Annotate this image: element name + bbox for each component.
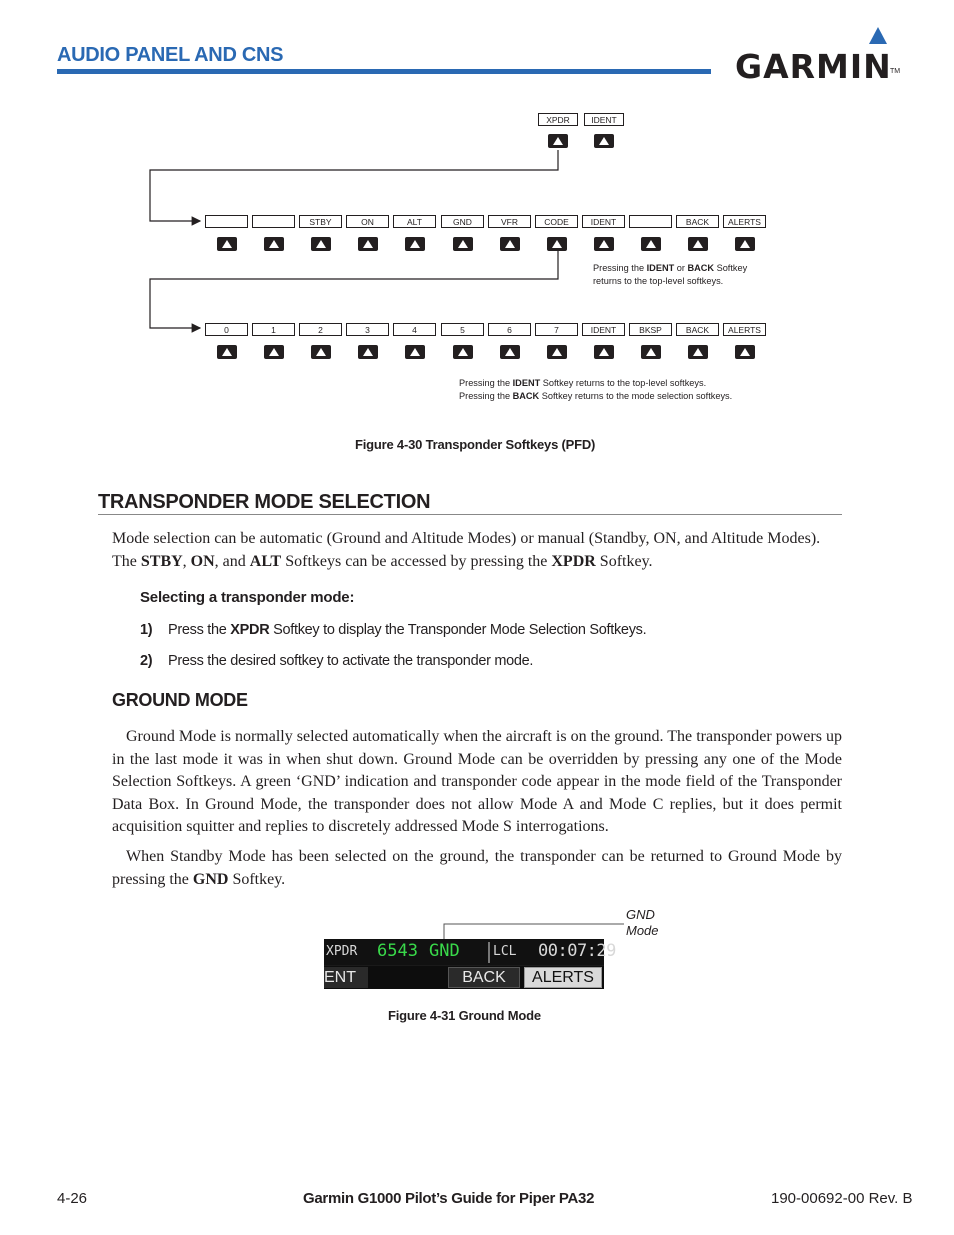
mode-softkey-button-1: [217, 237, 237, 251]
code-softkey-label-1: 0: [205, 323, 248, 336]
code-softkey-button-12: [735, 345, 755, 359]
mode-softkey-button-2: [264, 237, 284, 251]
softkey-ent: ENT: [324, 967, 368, 988]
figure-31-caption: Figure 4-31 Ground Mode: [388, 1008, 541, 1023]
xpdr-label: XPDR: [326, 944, 358, 959]
mode-softkey-label-1: [205, 215, 248, 228]
softkey-back: BACK: [448, 967, 520, 988]
procedure-step-1-text: Press the XPDR Softkey to display the Transponder Mode Selection Softkeys.: [168, 622, 647, 638]
code-softkey-button-10: [641, 345, 661, 359]
code-softkey-label-10: BKSP: [629, 323, 672, 336]
code-softkey-label-12: ALERTS: [723, 323, 766, 336]
note-ident-code: Pressing the IDENT Softkey returns to the top-level softkeys.: [459, 378, 707, 388]
code-softkey-label-6: 5: [441, 323, 484, 336]
top-softkey-label-1: XPDR: [538, 113, 578, 126]
mode-softkey-label-4: ON: [346, 215, 389, 228]
section-header: AUDIO PANEL AND CNS: [57, 44, 284, 66]
garmin-logo: GARMIN: [735, 47, 892, 86]
note-ident-back-mode: Pressing the IDENT or BACK Softkey returns to the top-level softkeys.: [593, 263, 748, 286]
transponder-data-box-screenshot: [324, 939, 616, 989]
mode-softkey-label-5: ALT: [393, 215, 436, 228]
figure-30-caption: Figure 4-30 Transponder Softkeys (PFD): [355, 437, 596, 452]
local-time: 00:07:29: [538, 941, 616, 961]
procedure-title: Selecting a transponder mode:: [140, 589, 355, 606]
procedure-step-1: 1): [140, 622, 153, 638]
mode-softkey-label-2: [252, 215, 295, 228]
procedure-step-2: 2): [140, 653, 153, 669]
code-softkey-button-5: [405, 345, 425, 359]
mode-softkey-label-3: STBY: [299, 215, 342, 228]
mode-softkey-label-8: CODE: [535, 215, 578, 228]
note-back-code: Pressing the BACK Softkey returns to the mode selection softkeys.: [459, 391, 733, 401]
code-softkey-button-2: [264, 345, 284, 359]
code-softkey-label-9: IDENT: [582, 323, 625, 336]
mode-softkey-button-8: [547, 237, 567, 251]
code-softkey-button-7: [500, 345, 520, 359]
procedure-step-2-text: Press the desired softkey to activate the transponder mode.: [168, 653, 534, 669]
section-title-rule: [98, 514, 842, 515]
header-rule: [57, 69, 711, 74]
code-softkey-button-1: [217, 345, 237, 359]
top-softkey-button-1: [548, 134, 568, 148]
mode-softkey-button-10: [641, 237, 661, 251]
code-softkey-label-11: BACK: [676, 323, 719, 336]
code-softkey-label-4: 3: [346, 323, 389, 336]
code-softkey-button-3: [311, 345, 331, 359]
transponder-mode: GND: [429, 941, 460, 961]
code-softkey-label-5: 4: [393, 323, 436, 336]
ground-mode-paragraph-1: Ground Mode is normally selected automatically when the aircraft is on the ground. The transponder powers up in the last mode it was in when shut down. Ground Mode can be overridden by pressing any one of the Mode Selection Softkeys. A green ‘GND’ indication and transponder code appear in the mode field of the Transponder Data Box. In Ground Mode, the transponder does not allow Mode A and Mode C replies, but it does permit acquisition squitter and replies to discretely addressed Mode S interrogations.: [112, 728, 842, 835]
mode-softkey-label-7: VFR: [488, 215, 531, 228]
code-softkey-label-8: 7: [535, 323, 578, 336]
code-softkey-label-2: 1: [252, 323, 295, 336]
code-softkey-button-11: [688, 345, 708, 359]
trademark-mark: TM: [890, 68, 901, 75]
ground-mode-heading: GROUND MODE: [112, 690, 248, 710]
section-title: TRANSPONDER MODE SELECTION: [98, 491, 431, 513]
mode-softkey-label-12: ALERTS: [723, 215, 766, 228]
mode-softkey-button-7: [500, 237, 520, 251]
mode-softkey-button-5: [405, 237, 425, 251]
top-softkey-button-2: [594, 134, 614, 148]
mode-softkey-label-11: BACK: [676, 215, 719, 228]
mode-softkey-label-6: GND: [441, 215, 484, 228]
mode-softkey-button-11: [688, 237, 708, 251]
code-softkey-button-9: [594, 345, 614, 359]
document-number: 190-00692-00 Rev. B: [771, 1190, 913, 1207]
lcl-label: LCL: [493, 944, 517, 959]
mode-softkey-button-4: [358, 237, 378, 251]
code-softkey-button-6: [453, 345, 473, 359]
garmin-logo-delta-icon: [869, 27, 887, 44]
transponder-code: 6543: [377, 941, 418, 961]
mode-softkey-button-6: [453, 237, 473, 251]
mode-softkey-button-9: [594, 237, 614, 251]
code-softkey-label-7: 6: [488, 323, 531, 336]
mode-softkey-button-3: [311, 237, 331, 251]
page-number: 4-26: [57, 1190, 88, 1207]
mode-softkey-label-10: [629, 215, 672, 228]
softkey-alerts: ALERTS: [524, 967, 602, 988]
code-softkey-button-4: [358, 345, 378, 359]
gnd-mode-callout-label: GND Mode: [626, 907, 659, 938]
mode-softkey-label-9: IDENT: [582, 215, 625, 228]
mode-softkey-button-12: [735, 237, 755, 251]
ground-mode-paragraph-2: When Standby Mode has been selected on the ground, the transponder can be returned to Ground Mode by pressing the GND Softkey.: [112, 848, 842, 888]
guide-title: Garmin G1000 Pilot’s Guide for Piper PA32: [303, 1190, 595, 1207]
code-softkey-button-8: [547, 345, 567, 359]
top-softkey-label-2: IDENT: [584, 113, 624, 126]
code-softkey-label-3: 2: [299, 323, 342, 336]
mode-selection-paragraph: Mode selection can be automatic (Ground and Altitude Modes) or manual (Standby, ON, and Altitude Modes). The STBY, ON, and ALT Softkeys can be accessed by pressing the XPDR Softkey.: [112, 530, 821, 570]
